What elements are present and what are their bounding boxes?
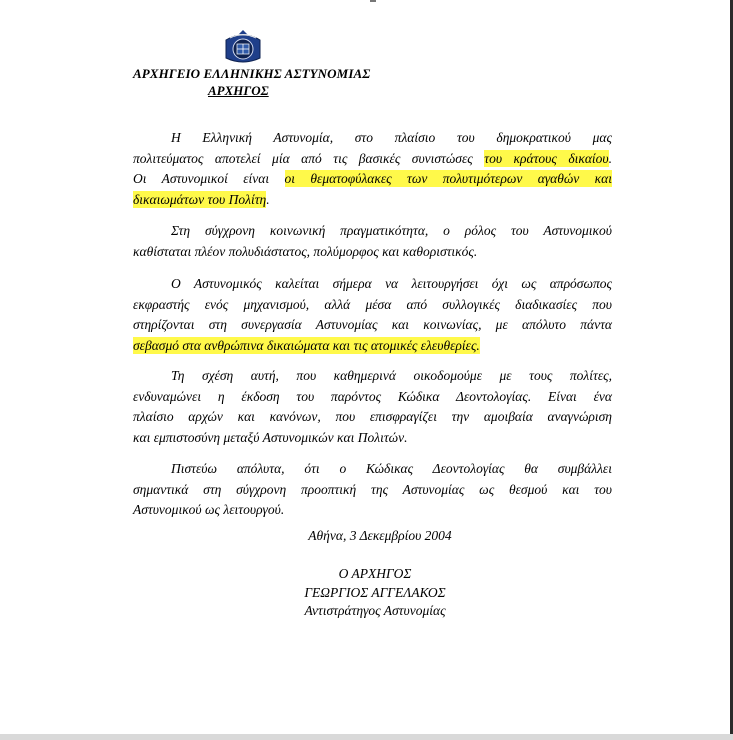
text-line: Η Ελληνική Αστυνομία, στο πλαίσιο του δημοκρατικού μας [171, 130, 612, 145]
text-line: Ο Αστυνομικός καλείται σήμερα να λειτουργήσει όχι ως απρόσωπος [171, 276, 612, 291]
text-line: στηρίζονται στη συνεργασία Αστυνομίας και κοινωνίας, με απόλυτο πάντα [133, 317, 612, 332]
org-header: ΑΡΧΗΓΕΙΟ ΕΛΛΗΝΙΚΗΣ ΑΣΤΥΝΟΜΙΑΣ [133, 66, 371, 81]
text-line: πλαίσιο αρχών και κανόνων, που επισφραγίζει την αμοιβαία αναγνώριση [133, 409, 612, 424]
highlighted-text: σεβασμό στα ανθρώπινα δικαιώματα και τις ατομικές ελευθερίες. [133, 337, 480, 353]
signatory-title: Ο ΑΡΧΗΓΟΣ [338, 566, 412, 581]
letter-date: Αθήνα, 3 Δεκεμβρίου 2004 [308, 528, 452, 543]
text-line: Τη σχέση αυτή, που καθημερινά οικοδομούμε με τους πολίτες, [171, 368, 612, 383]
text-line [133, 336, 612, 357]
hellenic-police-emblem-icon [222, 28, 264, 66]
paragraph-4 [133, 366, 612, 448]
text-line: πολιτεύματος αποτελεί μία από τις βασικές συνιστώσες του κράτους δικαίου. [133, 150, 613, 166]
paragraph-5 [133, 459, 612, 521]
page-top-mark [370, 0, 376, 2]
signature-block [270, 565, 480, 621]
text-line: Αστυνομικού ως λειτουργού. [133, 502, 285, 517]
text-line: και εμπιστοσύνη μεταξύ Αστυνομικών και Πολιτών. [133, 429, 408, 445]
text-line: Πιστεύω απόλυτα, ότι ο Κώδικας Δεοντολογίας θα συμβάλλει [171, 461, 612, 476]
highlighted-text: οι θεματοφύλακες των πολυτιμότερων αγαθών και [284, 171, 612, 186]
paragraph-1 [133, 128, 612, 210]
office-header: ΑΡΧΗΓΟΣ [208, 83, 269, 98]
text-line: Στη σύγχρονη κοινωνική πραγματικότητα, ο ρόλος του Αστυνομικού [171, 223, 612, 238]
highlighted-text: του κράτους δικαίου [484, 150, 609, 166]
paragraph-3 [133, 274, 612, 356]
text-line: Οι Αστυνομικοί είναι οι θεματοφύλακες των πολυτιμότερων αγαθών και [133, 171, 612, 186]
signatory-name: ΓΕΩΡΓΙΟΣ ΑΓΓΕΛΑΚΟΣ [304, 584, 446, 600]
text-line: ενδυναμώνει η έκδοση του παρόντος Κώδικα Δεοντολογίας. Είναι ένα [133, 388, 612, 404]
paragraph-2 [133, 221, 612, 262]
text-line: εκφραστής ενός μηχανισμού, αλλά μέσα από συλλογικές διαδικασίες που [133, 296, 612, 312]
highlighted-text: δικαιωμάτων του Πολίτη [133, 191, 267, 207]
page-bottom-border [0, 734, 733, 740]
text-line: δικαιωμάτων του Πολίτη. [133, 191, 270, 207]
signatory-rank: Αντιστράτηγος Αστυνομίας [304, 603, 446, 618]
text-line: σημαντικά στη σύγχρονη προοπτική της Αστυνομίας ως θεσμού και του [133, 481, 612, 497]
text-line: καθίσταται πλέον πολυδιάστατος, πολύμορφος και καθοριστικός. [133, 243, 478, 259]
